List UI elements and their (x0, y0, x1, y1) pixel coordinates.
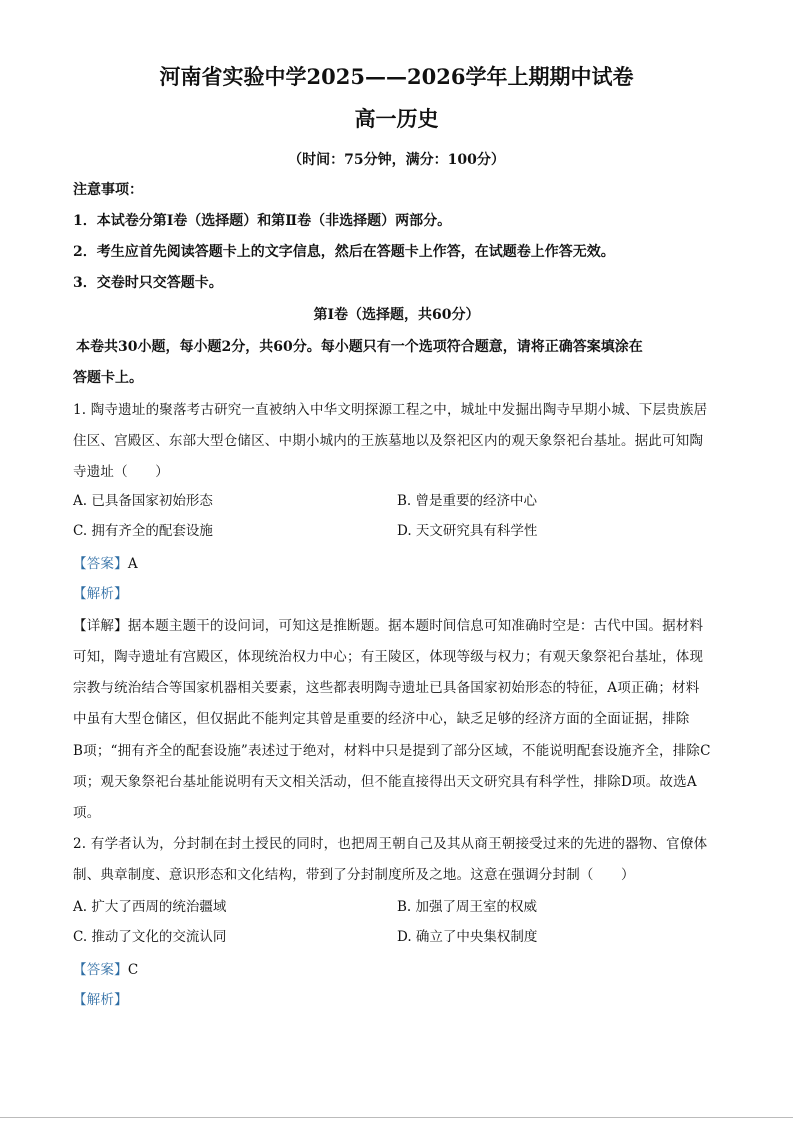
q1-detail-line-7: 项。 (73, 805, 101, 821)
q2-answer (73, 960, 733, 980)
q1-detail-label: 【详解】 (73, 618, 128, 634)
q1-stem-line-2: 住区、宫殿区、东部大型仓储区、中期小城内的王族墓地以及祭祀区内的观天象祭祀台基址。据此可知陶 (73, 433, 704, 449)
q2-answer-label: 【答案】 (73, 962, 128, 978)
q2-stem-line-1: 2. 有学者认为，分封制在封土授民的同时，也把周王朝自己及其从商王朝接受过来的先进的器物、官僚体 (73, 836, 708, 852)
note-item-3: 3．交卷时只交答题卡。 (73, 275, 223, 291)
q1-analysis-label: 【解析】 (73, 586, 128, 602)
time-info: （时间：75分钟，满分：100分） (288, 152, 505, 168)
q2-answer-value: C (127, 962, 139, 978)
section-title: 第Ⅰ卷（选择题，共60分） (313, 307, 480, 323)
q2-option-a: A. 扩大了西周的统治疆域 (73, 899, 227, 915)
q2-option-c: C. 推动了文化的交流认同 (73, 929, 227, 945)
q1-option-a: A. 已具备国家初始形态 (73, 493, 213, 509)
q1-detail-line-2: 可知，陶寺遗址有宫殿区，体现统治权力中心；有王陵区，体现等级与权力；有观天象祭祀台基址，体现 (73, 649, 704, 665)
note-item-2: 2．考生应首先阅读答题卡上的文字信息，然后在答题卡上作答，在试题卷上作答无效。 (73, 244, 615, 260)
q2-option-d: D. 确立了中央集权制度 (397, 929, 538, 945)
q1-detail-text-1: 据本题主题干的设问词，可知这是推断题。据本题时间信息可知准确时空是：古代中国。据材料 (127, 618, 704, 634)
subject-title: 高一历史 (354, 106, 439, 131)
q2-analysis-label: 【解析】 (73, 992, 128, 1008)
q1-detail-line-6: 项；观天象祭祀台基址能说明有天文相关活动，但不能直接得出天文研究具有科学性，排除D项。故选A (73, 774, 697, 790)
q1-detail-line-3: 宗教与统治结合等国家机器相关要素，这些都表明陶寺遗址已具备国家初始形态的特征，A项正确；材料 (73, 680, 700, 696)
q1-answer (73, 554, 733, 574)
q2-stem-line-2: 制、典章制度、意识形态和文化结构，带到了分封制度所及之地。这意在强调分封制（ ） (73, 867, 635, 883)
exam-title: 河南省实验中学2025——2026学年上期期中试卷 (159, 64, 634, 89)
q1-answer-label: 【答案】 (73, 556, 128, 572)
section-intro-line-2: 答题卡上。 (73, 370, 143, 386)
q1-stem-line-3: 寺遗址（ ） (73, 464, 169, 480)
notes-heading: 注意事项： (73, 182, 143, 198)
q1-answer-value: A (127, 556, 138, 572)
note-item-1: 1．本试卷分第Ⅰ卷（选择题）和第Ⅱ卷（非选择题）两部分。 (73, 213, 452, 229)
q1-detail-line-4: 中虽有大型仓储区，但仅据此不能判定其曾是重要的经济中心，缺乏足够的经济方面的全面证据，排除 (73, 711, 690, 727)
q1-stem-line-1: 1. 陶寺遗址的聚落考古研究一直被纳入中华文明探源工程之中，城址中发掘出陶寺早期小城、下层贵族居 (73, 402, 708, 418)
q1-detail-line-1 (73, 616, 733, 636)
q1-detail-line-5: B项；“拥有齐全的配套设施”表述过于绝对，材料中只是提到了部分区域，不能说明配套设施齐全，排除C (73, 743, 711, 759)
page-bottom-divider (0, 1117, 793, 1118)
section-intro-line-1: 本卷共30小题，每小题2分，共60分。每小题只有一个选项符合题意，请将正确答案填涂在 (76, 339, 643, 355)
q1-option-d: D. 天文研究具有科学性 (397, 523, 538, 539)
q1-option-c: C. 拥有齐全的配套设施 (73, 523, 213, 539)
q1-option-b: B. 曾是重要的经济中心 (397, 493, 538, 509)
q2-option-b: B. 加强了周王室的权威 (397, 899, 538, 915)
